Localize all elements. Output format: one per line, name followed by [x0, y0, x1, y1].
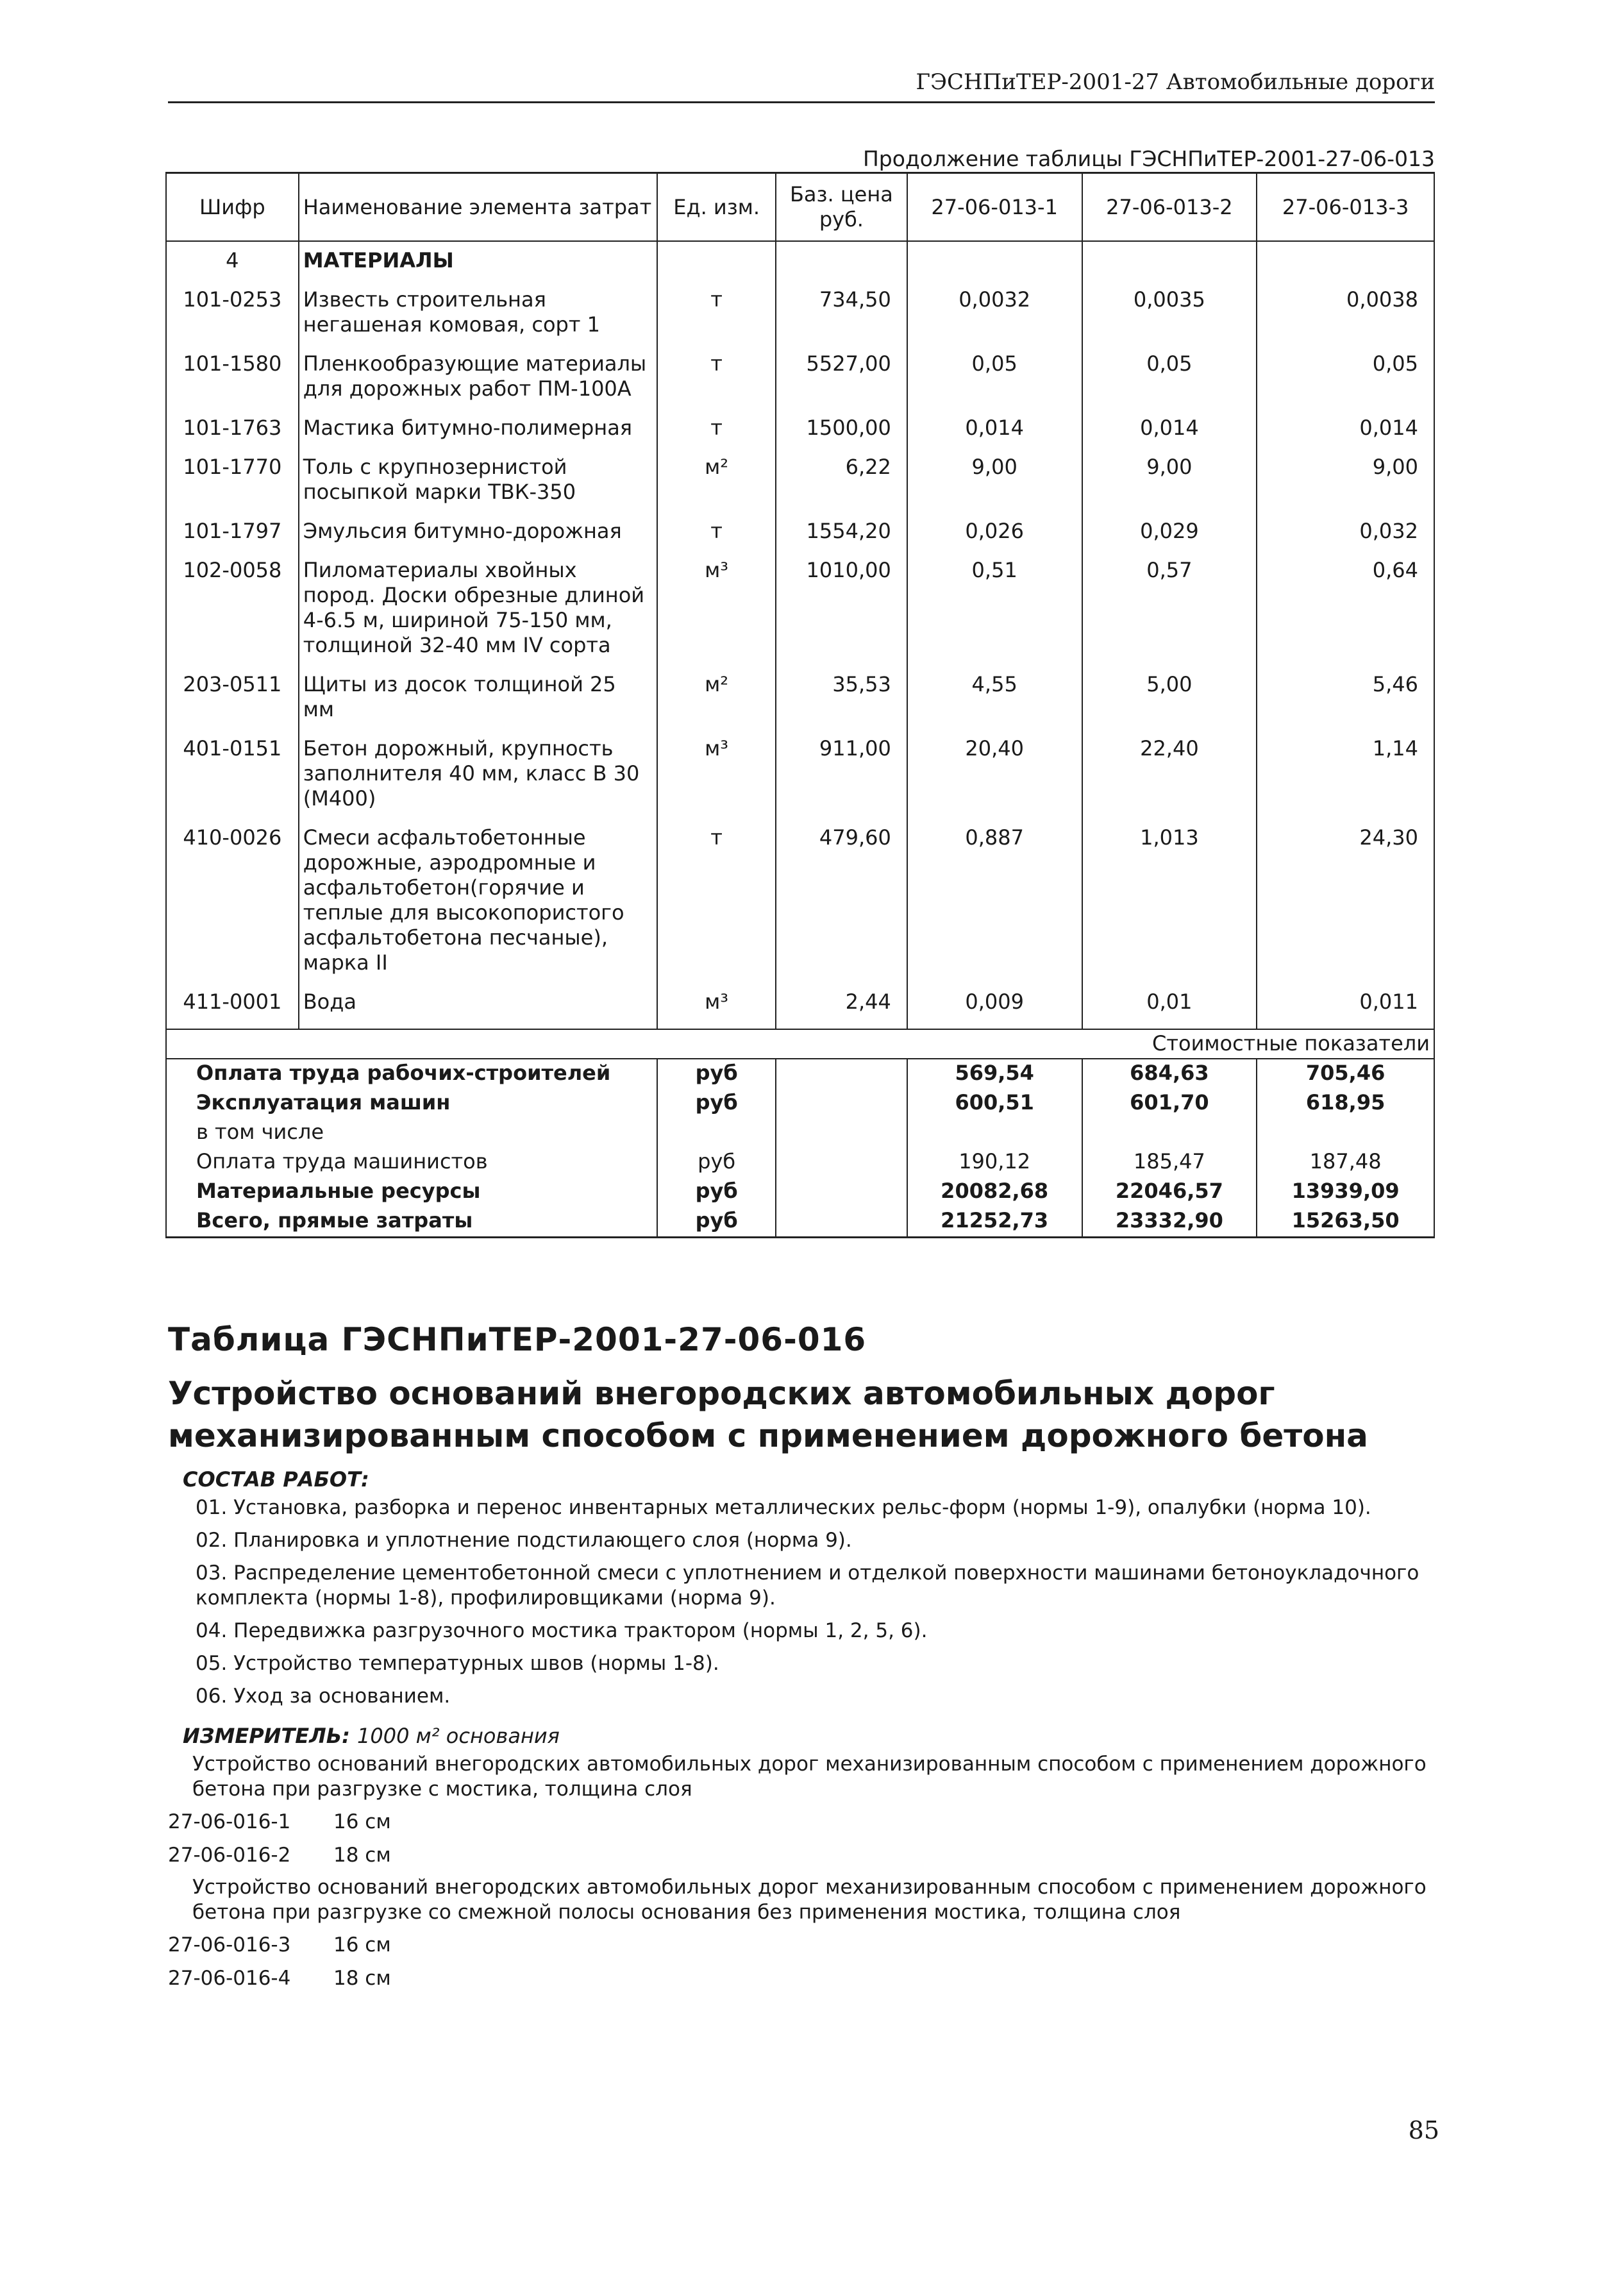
norm-value-2: 22,40 — [1082, 722, 1257, 811]
empty-cell — [776, 1059, 907, 1089]
norm-value-3: 24,30 — [1257, 811, 1434, 975]
norm-value-3: 0,0038 — [1257, 273, 1434, 337]
norm-value-3: 0,011 — [1257, 975, 1434, 1029]
cost-label-row — [166, 1029, 1434, 1059]
cost-value-3: 187,48 — [1257, 1148, 1434, 1177]
cost-value-2: 185,47 — [1082, 1148, 1257, 1177]
table-continuation-label: Продолжение таблицы ГЭСНПиТЕР-2001-27-06-013 — [862, 146, 1435, 171]
resource-code: 401-0151 — [166, 722, 299, 811]
empty-cell — [776, 1148, 907, 1177]
resource-name: Мастика битумно-полимерная — [299, 401, 658, 441]
work-items-list — [196, 1495, 1427, 1717]
work-item: 06. Уход за основанием. — [196, 1685, 451, 1708]
base-price: 911,00 — [776, 722, 907, 811]
norm-value-2: 0,0035 — [1082, 273, 1257, 337]
cost-row — [166, 1148, 1434, 1177]
norm-code: 27-06-016-1 — [168, 1810, 291, 1833]
cost-row — [166, 1089, 1434, 1118]
resource-name: Щиты из досок толщиной 25 мм — [299, 658, 658, 722]
resource-code: 411-0001 — [166, 975, 299, 1029]
norm-value-2: 9,00 — [1082, 441, 1257, 505]
norm-value-3: 5,46 — [1257, 658, 1434, 722]
norm-value-1: 0,0032 — [907, 273, 1082, 337]
column-header: Баз. цена руб. — [776, 173, 907, 242]
empty-cell — [776, 1207, 907, 1238]
column-header: 27-06-013-1 — [907, 173, 1082, 242]
norm-value-2: 0,05 — [1082, 337, 1257, 401]
resource-name: Пиломатериалы хвойных пород. Доски обрезные длиной 4-6.5 м, шириной 75-150 мм, толщиной 32-40 мм IV сорта — [299, 544, 658, 658]
cost-name: Оплата труда машинистов — [166, 1148, 657, 1177]
norm-value-3: 0,014 — [1257, 401, 1434, 441]
norm-code: 27-06-016-3 — [168, 1933, 291, 1956]
norm-value: 18 см — [333, 1967, 391, 1990]
empty-cell — [776, 1089, 907, 1118]
resource-unit: т — [657, 811, 776, 975]
resource-unit: т — [657, 505, 776, 544]
cost-value-1: 600,51 — [907, 1089, 1082, 1118]
cost-unit: руб — [657, 1059, 776, 1089]
table-row — [166, 505, 1434, 544]
cost-value-3: 13939,09 — [1257, 1177, 1434, 1207]
resource-name: Вода — [299, 975, 658, 1029]
column-header: 27-06-013-2 — [1082, 173, 1257, 242]
table-row — [166, 658, 1434, 722]
norm-value-2: 0,57 — [1082, 544, 1257, 658]
cost-value-3: 705,46 — [1257, 1059, 1434, 1089]
resource-name: Смеси асфальтобетонные дорожные, аэродромные и асфальтобетон(горячие и теплые для высокопористого асфальтобетона песчаные), марка II — [299, 811, 658, 975]
base-price: 5527,00 — [776, 337, 907, 401]
norm-code-row — [168, 1843, 391, 1868]
resource-unit: т — [657, 273, 776, 337]
header-title: ГЭСНПиТЕР-2001-27 Автомобильные дороги — [916, 69, 1435, 95]
cost-indicators-label: Стоимостные показатели — [166, 1029, 1434, 1059]
cost-value-2: 22046,57 — [1082, 1177, 1257, 1207]
norm-value-1: 4,55 — [907, 658, 1082, 722]
empty-cell — [776, 1177, 907, 1207]
meter-line — [183, 1724, 560, 1748]
empty-cell — [776, 241, 907, 273]
resource-code: 410-0026 — [166, 811, 299, 975]
cost-row — [166, 1118, 1434, 1148]
cost-value-1 — [907, 1118, 1082, 1148]
work-item: 03. Распределение цементобетонной смеси с уплотнением и отделкой поверхности машинами бетоноукладочного комплекта (нормы 1-8), профилировщиками (норма 9). — [196, 1561, 1419, 1610]
table-row — [166, 441, 1434, 505]
table-row — [166, 975, 1434, 1029]
resource-code: 102-0058 — [166, 544, 299, 658]
norm-value-3: 0,05 — [1257, 337, 1434, 401]
table-row — [166, 811, 1434, 975]
norm-value-1: 0,026 — [907, 505, 1082, 544]
norm-value-1: 0,51 — [907, 544, 1082, 658]
resource-unit: м³ — [657, 544, 776, 658]
resource-unit: м³ — [657, 722, 776, 811]
composition-label: СОСТАВ РАБОТ: — [183, 1467, 369, 1492]
empty-cell — [776, 1118, 907, 1148]
resource-code: 101-1580 — [166, 337, 299, 401]
section-code: 4 — [166, 241, 299, 273]
norm-value-3: 0,64 — [1257, 544, 1434, 658]
norm-value-3: 1,14 — [1257, 722, 1434, 811]
work-item: 04. Передвижка разгрузочного мостика трактором (нормы 1, 2, 5, 6). — [196, 1619, 928, 1642]
norm-code: 27-06-016-2 — [168, 1844, 291, 1867]
norm-value-1: 0,009 — [907, 975, 1082, 1029]
cost-value-1: 20082,68 — [907, 1177, 1082, 1207]
resource-unit: м³ — [657, 975, 776, 1029]
norm-value: 16 см — [333, 1810, 391, 1833]
resources-table — [165, 172, 1435, 1238]
base-price: 6,22 — [776, 441, 907, 505]
resource-code: 101-1763 — [166, 401, 299, 441]
work-item: 01. Установка, разборка и перенос инвентарных металлических рельс-форм (нормы 1-9), опалубки (норма 10). — [196, 1496, 1371, 1519]
table-header-row — [166, 173, 1434, 242]
resource-unit: т — [657, 401, 776, 441]
column-header: Ед. изм. — [657, 173, 776, 242]
norm-value-2: 1,013 — [1082, 811, 1257, 975]
table-row — [166, 337, 1434, 401]
resource-code: 101-1770 — [166, 441, 299, 505]
resource-unit: м² — [657, 441, 776, 505]
norm-value-1: 20,40 — [907, 722, 1082, 811]
column-header: Наименование элемента затрат — [299, 173, 658, 242]
norm-value-2: 0,029 — [1082, 505, 1257, 544]
page-header — [168, 69, 1435, 103]
norm-value-1: 0,887 — [907, 811, 1082, 975]
norm-code-row — [168, 1810, 391, 1835]
meter-label: ИЗМЕРИТЕЛЬ: — [183, 1724, 350, 1748]
work-item: 02. Планировка и уплотнение подстилающего слоя (норма 9). — [196, 1529, 852, 1552]
cost-value-2: 601,70 — [1082, 1089, 1257, 1118]
cost-value-1: 21252,73 — [907, 1207, 1082, 1238]
norm-code-row — [168, 1966, 391, 1991]
section-row — [166, 241, 1434, 273]
cost-value-1: 569,54 — [907, 1059, 1082, 1089]
cost-unit — [657, 1118, 776, 1148]
empty-cell — [1082, 241, 1257, 273]
base-price: 479,60 — [776, 811, 907, 975]
resource-code: 101-0253 — [166, 273, 299, 337]
base-price: 1010,00 — [776, 544, 907, 658]
cost-unit: руб — [657, 1207, 776, 1238]
resource-name: Толь с крупнозернистой посыпкой марки ТВК-350 — [299, 441, 658, 505]
table-row — [166, 544, 1434, 658]
section-title: Таблица ГЭСНПиТЕР-2001-27-06-016 — [168, 1321, 867, 1358]
empty-cell — [657, 241, 776, 273]
cost-value-3: 15263,50 — [1257, 1207, 1434, 1238]
norm-value-1: 0,014 — [907, 401, 1082, 441]
table-row — [166, 273, 1434, 337]
table-row — [166, 401, 1434, 441]
norm-value: 18 см — [333, 1844, 391, 1867]
meter-value: 1000 м² основания — [357, 1724, 560, 1748]
norm-code-row — [168, 1933, 391, 1958]
base-price: 35,53 — [776, 658, 907, 722]
cost-unit: руб — [657, 1089, 776, 1118]
cost-name: Эксплуатация машин — [166, 1089, 657, 1118]
empty-cell — [907, 241, 1082, 273]
column-header: 27-06-013-3 — [1257, 173, 1434, 242]
work-item: 05. Устройство температурных швов (нормы 1-8). — [196, 1652, 719, 1675]
norm-code: 27-06-016-4 — [168, 1967, 291, 1990]
cost-unit: руб — [657, 1148, 776, 1177]
norm-value-1: 0,05 — [907, 337, 1082, 401]
cost-value-3: 618,95 — [1257, 1089, 1434, 1118]
base-price: 1554,20 — [776, 505, 907, 544]
base-price: 1500,00 — [776, 401, 907, 441]
resource-unit: т — [657, 337, 776, 401]
cost-name: Материальные ресурсы — [166, 1177, 657, 1207]
cost-value-2 — [1082, 1118, 1257, 1148]
resource-code: 203-0511 — [166, 658, 299, 722]
table-row — [166, 722, 1434, 811]
base-price: 734,50 — [776, 273, 907, 337]
cost-name: Оплата труда рабочих-строителей — [166, 1059, 657, 1089]
norm-value: 16 см — [333, 1933, 391, 1956]
norm-value-3: 0,032 — [1257, 505, 1434, 544]
norm-description-1: Устройство оснований внегородских автомобильных дорог механизированным способом с применением дорожного бетона при разгрузке с мостика, толщина слоя — [192, 1753, 1427, 1801]
resource-name: Пленкообразующие материалы для дорожных работ ПМ-100А — [299, 337, 658, 401]
resource-name: Известь строительная негашеная комовая, сорт 1 — [299, 273, 658, 337]
norm-value-2: 5,00 — [1082, 658, 1257, 722]
resource-name: Эмульсия битумно-дорожная — [299, 505, 658, 544]
section-subtitle: Устройство оснований внегородских автомобильных дорог механизированным способом с применением дорожного бетона — [168, 1375, 1368, 1454]
cost-row — [166, 1177, 1434, 1207]
section-name: МАТЕРИАЛЫ — [299, 241, 658, 273]
cost-value-1: 190,12 — [907, 1148, 1082, 1177]
cost-row — [166, 1207, 1434, 1238]
cost-unit: руб — [657, 1177, 776, 1207]
cost-value-2: 23332,90 — [1082, 1207, 1257, 1238]
resource-code: 101-1797 — [166, 505, 299, 544]
cost-value-2: 684,63 — [1082, 1059, 1257, 1089]
cost-row — [166, 1059, 1434, 1089]
base-price: 2,44 — [776, 975, 907, 1029]
empty-cell — [1257, 241, 1434, 273]
resource-unit: м² — [657, 658, 776, 722]
norm-description-2: Устройство оснований внегородских автомобильных дорог механизированным способом с применением дорожного бетона при разгрузке со смежной полосы основания без применения мостика, толщина слоя — [192, 1876, 1427, 1924]
norm-value-3: 9,00 — [1257, 441, 1434, 505]
column-header: Шифр — [166, 173, 299, 242]
norm-value-2: 0,014 — [1082, 401, 1257, 441]
cost-name: Всего, прямые затраты — [166, 1207, 657, 1238]
page-number: 85 — [1408, 2116, 1439, 2144]
cost-value-3 — [1257, 1118, 1434, 1148]
resource-name: Бетон дорожный, крупность заполнителя 40 мм, класс В 30 (М400) — [299, 722, 658, 811]
norm-value-1: 9,00 — [907, 441, 1082, 505]
norm-value-2: 0,01 — [1082, 975, 1257, 1029]
cost-name: в том числе — [166, 1118, 657, 1148]
